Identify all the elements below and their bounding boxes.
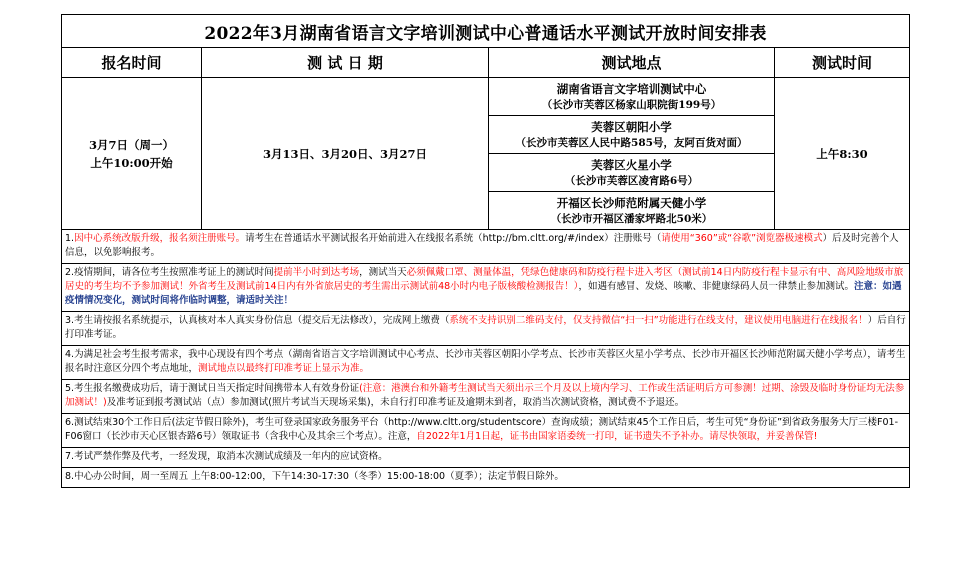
note-text-run: 5.考生报名缴费成功后，请于测试日当天指定时间携带本人有效身份证 [65,383,360,394]
note-1 [62,230,910,264]
note-8 [62,468,910,488]
location-cell [489,78,775,116]
test-dates-cell: 3月13日、3月20日、3月27日 [202,78,489,230]
note-text-run: 注意：如遇疫情情况变化，测试时间将作临时调整，请适时关注！ [65,281,902,306]
note-text-run: ）后自行打印准考证。 [65,315,906,340]
note-text-run: 因中心系统改版升级，报名须注册账号。 [74,233,246,244]
note-text-run: 提前半小时到达考场 [273,267,360,278]
note-text-run: 请使用“360”或“谷歌”浏览器极速模式 [661,233,823,244]
note-text-run: 2.疫情期间，请各位考生按照准考证上的测试时间 [65,267,274,278]
location-name: 湖南省语言文字培训测试中心 [556,81,707,96]
note-text-run: 及准考证到报考测试站（点）参加测试(照片考试当天现场采集)，未自行打印准考证及逾期未到者，取消当次测试资格，测试费不予退还。 [106,397,685,408]
location-name: 芙蓉区火星小学 [591,157,672,172]
note-text-run: (注意：港澳台和外籍考生测试当天须出示三个月及以上境内学习、工作或生活证明后方可参测！过期、涂毁及临时身份证均无法参加测试！) [65,383,905,408]
note-2 [62,264,910,312]
note-5 [62,380,910,414]
note-text-run: 系统不支持识别二维码支付，仅支持微信“扫一扫”功能进行在线支付，建议使用电脑进行在线报名！ [449,315,868,326]
header-registration-time: 报名时间 [62,48,202,78]
registration-date: 3月7日（周一） [88,137,174,152]
location-address: （长沙市开福区潘家坪路北50米） [550,212,713,225]
note-4 [62,346,910,380]
note-text-run: 请考生在普通话水平测试报名开始前进入在线报名系统（http://bm.cltt.org/#/index）注册账号（ [245,233,662,244]
note-text-run: 1. [65,233,75,244]
note-text-run: 自2022年1月1日起，证书由国家语委统一打印，证书遗失不予补办。请尽快领取，并妥善保管! [416,431,818,442]
note-3 [62,312,910,346]
location-cell [489,192,775,230]
location-address: （长沙市芙蓉区人民中路585号，友阿百货对面） [515,136,748,149]
registration-time-cell [62,78,202,230]
note-text-run: 8.中心办公时间，周一至周五 上午8:00-12:00，下午14:30-17:30（冬季）15:00-18:00（夏季）；法定节假日除外。 [65,471,564,482]
schedule-table [61,14,910,488]
note-text-run: ，测试当天 [359,267,407,278]
test-time-cell: 上午8:30 [775,78,910,230]
registration-start: 上午10:00开始 [90,155,173,170]
note-text-run: 6.测试结束30个工作日后(法定节假日除外)，考生可登录国家政务服务平台（http://www.cltt.org/studentscore）查询成绩；测试结束45个工作日后，考生可凭“身份证”到省政务服务大厅三楼F01-F06窗口（长沙市天心区银杏路6号）领取证书（含我中心及其余三个考点）。注意， [65,417,898,442]
location-cell [489,116,775,154]
header-test-location: 测试地点 [489,48,775,78]
location-address: （长沙市芙蓉区凌宵路6号） [564,174,699,187]
note-text-run: ）后及时完善个人信息，以免影响报考。 [65,233,899,258]
note-text-run: 7.考试严禁作弊及代考，一经发现，取消本次测试成绩及一年内的应试资格。 [65,451,388,462]
note-text-run: 4.为满足社会考生报考需求，我中心现设有四个考点（湖南省语言文字培训测试中心考点、长沙市芙蓉区朝阳小学考点、长沙市芙蓉区火星小学考点、长沙市开福区长沙师范附属天健小学考点），请考生报名时注意区分四个考点地址， [65,349,906,374]
note-text-run: 3.考生请按报名系统提示，认真核对本人真实身份信息（提交后无法修改），完成网上缴费（ [65,315,450,326]
location-cell [489,154,775,192]
note-text-run: 测试地点以最终打印准考证上显示为准。 [198,363,370,374]
note-7 [62,448,910,468]
header-test-time: 测试时间 [775,48,910,78]
location-name: 开福区长沙师范附属天健小学 [556,195,707,210]
note-text-run: 必须佩戴口罩、测量体温，凭绿色健康码和防疫行程卡进入考区（测试前14日内防疫行程卡显示有中、高风险地级市旅居史的考生均不予参加测试！外省考生及测试前14日内有外省旅居史的考生需出示测试前48小时内电子版核酸检测报告！） [65,267,904,292]
location-name: 芙蓉区朝阳小学 [591,119,672,134]
note-text-run: ，如遇有感冒、发烧、咳嗽、非健康绿码人员一律禁止参加测试。 [578,281,854,292]
page-title: 2022年3月湖南省语言文字培训测试中心普通话水平测试开放时间安排表 [62,15,910,48]
location-address: （长沙市芙蓉区杨家山职院街199号） [541,98,722,111]
header-test-date: 测 试 日 期 [202,48,489,78]
note-6 [62,414,910,448]
